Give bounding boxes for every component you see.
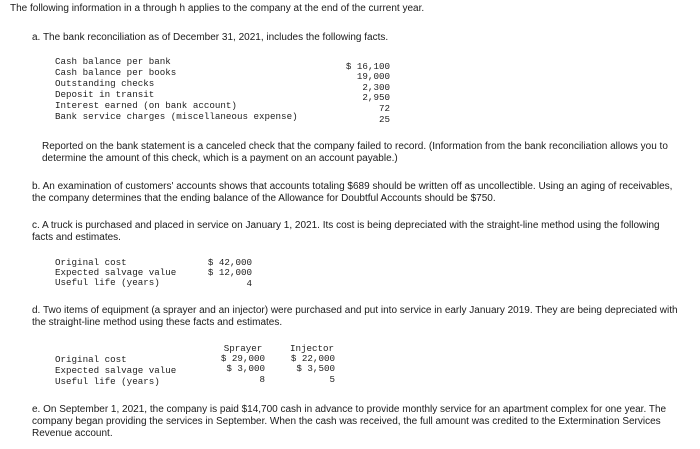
- item-d-v1: [205, 364, 265, 375]
- item-a-note: Reported on the bank statement is a canceled check that the company failed to record. (Information from the bank reconciliation allows you to determine the amount of this check, which is a payment on an account payable.): [42, 141, 668, 164]
- item-a-value: [320, 104, 390, 115]
- item-d-label: Expected salvage value: [55, 365, 177, 376]
- item-a-value: [320, 72, 390, 83]
- item-a-row: [55, 112, 298, 123]
- item-d-v2: [275, 375, 335, 386]
- item-c-value-text: 4: [246, 278, 252, 289]
- item-c-value-text: $ 42,000: [207, 257, 252, 268]
- item-d-label: Original cost: [55, 354, 127, 365]
- item-d-col2-text: Injector: [289, 343, 335, 354]
- item-a-label: Cash balance per books: [55, 67, 177, 78]
- item-d-row: [55, 377, 160, 388]
- item-a-value-text: 19,000: [356, 71, 390, 82]
- item-d-col1-text: Sprayer: [223, 343, 263, 354]
- item-d-text: d. Two items of equipment (a sprayer and an injector) were purchased and put into service in early January 2019. They are being depreciated with the straight-line method using these facts and estimates.: [32, 305, 678, 328]
- item-c-text: c. A truck is purchased and placed in service on January 1, 2021. Its cost is being depreciated with the straight-line method using the following facts and estimates.: [32, 220, 660, 243]
- item-e-text: e. On September 1, 2021, the company is paid $14,700 cash in advance to provide monthly service for an apartment complex for one year. The company began providing the services in September. When the cash was received, the full amount was credited to the Extermination Services Revenue account.: [32, 404, 667, 439]
- item-a-label: Cash balance per bank: [55, 56, 171, 67]
- item-a-label: Deposit in transit: [55, 89, 155, 100]
- item-d-v2: [275, 364, 335, 375]
- item-c-value: [190, 279, 252, 290]
- item-d-v2-text: 5: [329, 374, 335, 385]
- item-d-v1-text: 8: [259, 374, 265, 385]
- item-a-label: Outstanding checks: [55, 78, 155, 89]
- item-a-value-text: 2,950: [362, 92, 390, 103]
- item-a-row: [55, 68, 176, 79]
- item-d-row: [55, 366, 176, 377]
- item-a-row: [55, 101, 237, 112]
- item-c-row: [55, 278, 160, 289]
- item-a-value-text: 72: [378, 103, 390, 114]
- item-c-value: [190, 268, 252, 279]
- item-a-value-text: 2,300: [362, 82, 390, 93]
- item-a-value-text: $ 16,100: [345, 61, 390, 72]
- item-a-value: [320, 115, 390, 126]
- item-b-text: b. An examination of customers' accounts shows that accounts totaling $689 should be written off as uncollectible. Using an aging of receivables, the company determines that the ending balance of the Allowance for Doubtful Accounts should be $750.: [32, 181, 673, 204]
- item-a-heading: a. The bank reconciliation as of December 31, 2021, includes the following facts.: [32, 32, 389, 43]
- item-d-row: [55, 355, 127, 366]
- item-a-row: [55, 79, 154, 90]
- item-d-v2-text: $ 3,500: [296, 363, 335, 374]
- item-d-v1-text: $ 29,000: [220, 353, 265, 364]
- item-d-v2-text: $ 22,000: [290, 353, 335, 364]
- item-c-label: Original cost: [55, 257, 127, 268]
- item-a-label: Interest earned (on bank account): [55, 100, 237, 111]
- item-a-row: [55, 90, 154, 101]
- item-a-label: Bank service charges (miscellaneous expense): [55, 111, 298, 122]
- item-a-row: [55, 57, 171, 68]
- item-c-label: Expected salvage value: [55, 267, 177, 278]
- item-c-label: Useful life (years): [55, 277, 160, 288]
- item-d-v1-text: $ 3,000: [226, 363, 265, 374]
- item-d-v1: [205, 375, 265, 386]
- item-d-label: Useful life (years): [55, 376, 160, 387]
- item-c-value-text: $ 12,000: [207, 267, 252, 278]
- item-a-value: [320, 93, 390, 104]
- intro-text: The following information in a through h applies to the company at the end of the current year.: [10, 3, 425, 14]
- item-a-value-text: 25: [378, 114, 390, 125]
